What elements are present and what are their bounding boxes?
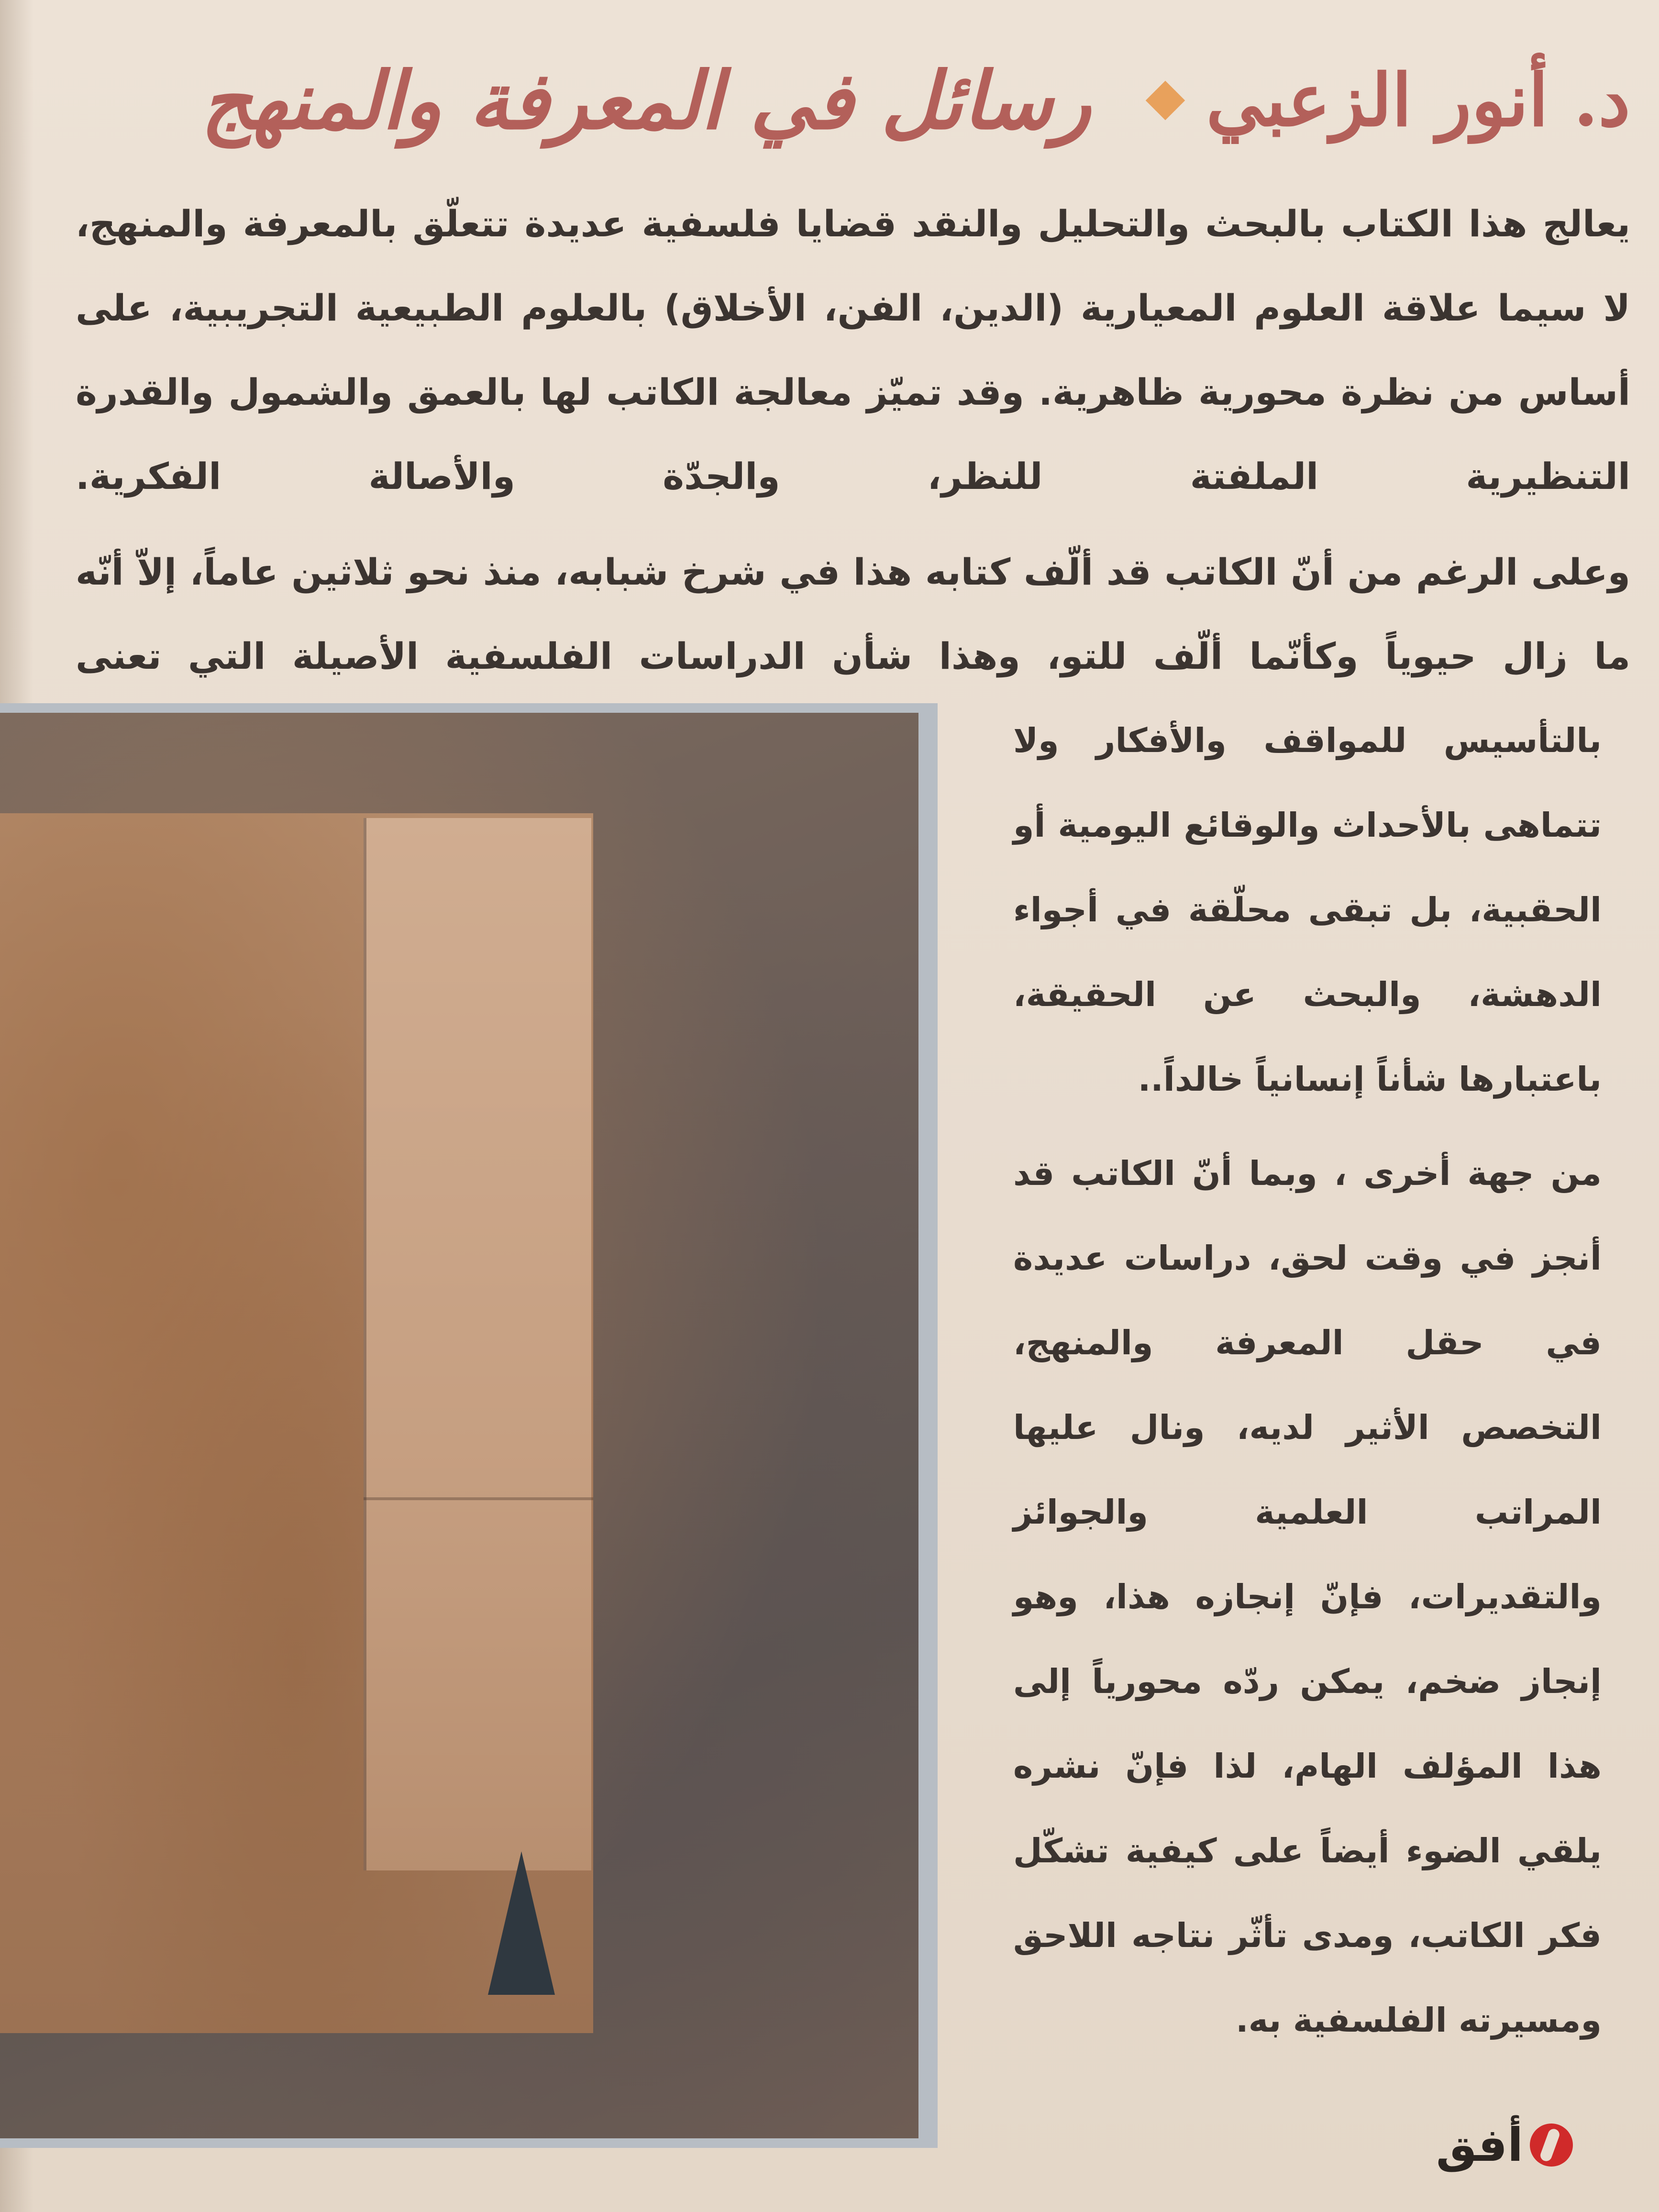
- photo-dark-notch: [488, 1851, 555, 1995]
- intro-paragraph-2: وعلى الرغم من أنّ الكاتب قد ألّف كتابه هذا في شرخ شبابه، منذ نحو ثلاثين عاماً، إلاّ أنّه ما زال حيوياً وكأنّما ألّف للتو، وهذا شأن الدراسات الفلسفية الأصيلة التي تعنى: [76, 551, 1630, 677]
- intro-paragraph-1: يعالج هذا الكتاب بالبحث والتحليل والنقد قضايا فلسفية عديدة تتعلّق بالمعرفة والمنهج، لا سيما علاقة العلوم المعيارية (الدين، الفن، الأخلاق) بالعلوم الطبيعية التجريبية، على أساس من نظرة محورية ظاهرية. وقد تميّز معالجة الكاتب لها بالعمق والشمول والقدرة التنظيرية الملفتة للنظر، والجدّة والأصالة الفكرية.: [76, 202, 1630, 498]
- article-header: [201, 29, 1630, 172]
- photo-panel: [364, 818, 591, 1870]
- photo-plank-line: [364, 1497, 593, 1500]
- publisher-logo: [1436, 2116, 1573, 2174]
- book-photo-frame: [0, 703, 938, 2148]
- author-name: د. أنور الزعبي: [1206, 58, 1630, 143]
- text-column: [1013, 698, 1602, 2063]
- column-paragraph-1: بالتأسيس للمواقف والأفكار ولا تتماهى بالأحداث والوقائع اليومية أو الحقبية، بل تبقى محلّقة في أجواء الدهشة، والبحث عن الحقيقة، باعتبارها شأناً إنسانياً خالداً..: [1013, 721, 1602, 1099]
- column-paragraph-2: من جهة أخرى ، وبما أنّ الكاتب قد أنجز في وقت لحق، دراسات عديدة في حقل المعرفة والمنهج، التخصص الأثير لديه، ونال عليها المراتب العلمية والجوائز والتقديرات، فإنّ إنجازه هذا، وهو إنجاز ضخم، يمكن ردّه محورياً إلى هذا المؤلف الهام، لذا فإنّ نشره يلقي الضوء أيضاً على كيفية تشكّل فكر الكاتب، ومدى تأثّر نتاجه اللاحق ومسيرته الفلسفية به.: [1013, 1154, 1602, 2040]
- publisher-logo-icon: [1530, 2124, 1573, 2167]
- intro-text: [76, 182, 1630, 698]
- book-title: رسائل في المعرفة والمنهج: [201, 54, 1091, 147]
- book-cover-photo: [0, 713, 918, 2138]
- publisher-logo-text: أفق: [1436, 2118, 1523, 2172]
